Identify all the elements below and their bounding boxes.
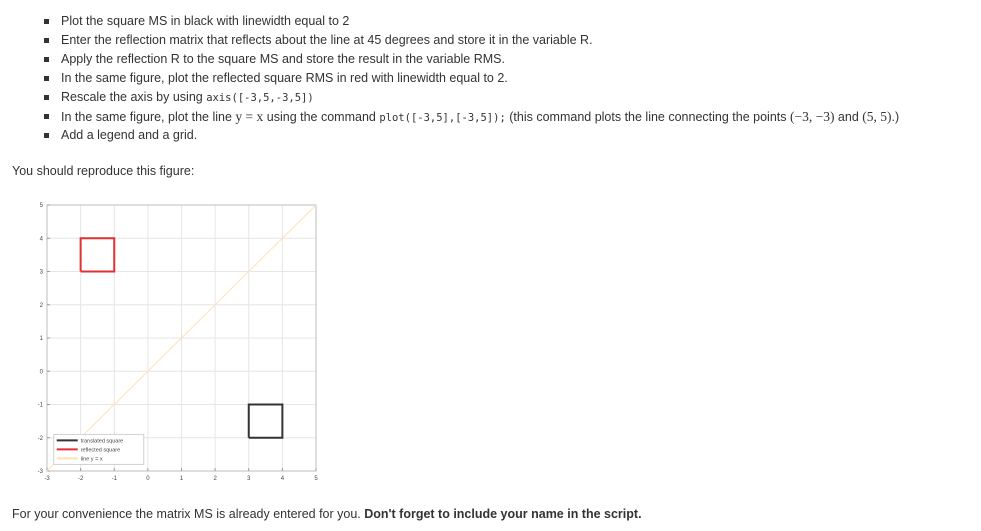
x-tick-label: 1 bbox=[179, 476, 184, 482]
y-tick-label: -3 bbox=[37, 469, 43, 475]
instruction-item bbox=[44, 88, 899, 107]
x-tick-label: -3 bbox=[44, 476, 50, 482]
instruction-math: (5, 5) bbox=[862, 109, 892, 124]
y-tick-label: -1 bbox=[37, 402, 43, 409]
footer-bold-text: Don't forget to include your name in the script. bbox=[364, 507, 642, 521]
footer-note bbox=[12, 507, 642, 521]
instruction-text: and bbox=[834, 110, 863, 124]
instruction-text: Add a legend and a grid. bbox=[61, 128, 198, 142]
intro-text: You should reproduce this figure: bbox=[12, 164, 195, 178]
instruction-text: Plot the square MS in black with linewidth equal to 2 bbox=[61, 14, 350, 28]
y-tick-label: 4 bbox=[39, 236, 43, 243]
instruction-text: In the same figure, plot the reflected square RMS in red with linewidth equal to 2. bbox=[61, 71, 508, 85]
bullet-icon bbox=[44, 133, 49, 138]
instruction-text: (this command plots the line connecting the points bbox=[505, 110, 790, 124]
bullet-icon bbox=[44, 57, 49, 62]
bullet-icon bbox=[44, 114, 49, 119]
legend-label: reflected square bbox=[80, 447, 121, 454]
instruction-item bbox=[44, 31, 899, 50]
instruction-item bbox=[44, 107, 899, 126]
y-tick-label: 2 bbox=[39, 302, 43, 309]
bullet-icon bbox=[44, 76, 49, 81]
legend-label: translated square bbox=[80, 438, 124, 445]
instruction-text: using the command bbox=[263, 110, 380, 124]
x-tick-label: 3 bbox=[247, 476, 251, 482]
instruction-math: (−3, −3) bbox=[789, 109, 835, 124]
y-tick-label: 5 bbox=[39, 203, 43, 209]
reflection-chart bbox=[0, 190, 330, 490]
x-tick-label: -1 bbox=[111, 476, 117, 482]
y-tick-label: -2 bbox=[37, 435, 43, 442]
instruction-item bbox=[44, 50, 899, 69]
instruction-text: Apply the reflection R to the square MS and store the result in the variable RMS. bbox=[61, 52, 505, 66]
instruction-item bbox=[44, 69, 899, 88]
instruction-list bbox=[44, 12, 899, 145]
x-tick-label: 5 bbox=[314, 476, 318, 482]
x-tick-label: 4 bbox=[280, 476, 285, 482]
footer-text: For your convenience the matrix MS is already entered for you. bbox=[12, 507, 365, 521]
x-tick-label: 0 bbox=[146, 476, 150, 482]
instruction-item bbox=[44, 126, 899, 145]
bullet-icon bbox=[44, 95, 49, 100]
instruction-code: axis([-3,5,-3,5]) bbox=[206, 92, 314, 104]
figure bbox=[0, 190, 330, 493]
instruction-text: In the same figure, plot the line bbox=[61, 110, 236, 124]
x-tick-label: -2 bbox=[77, 476, 84, 482]
instruction-text: Rescale the axis by using bbox=[61, 90, 207, 104]
instruction-text: Enter the reflection matrix that reflects about the line at 45 degrees and store it in the variable R. bbox=[61, 33, 593, 47]
bullet-icon bbox=[44, 19, 49, 24]
instruction-item bbox=[44, 12, 899, 31]
x-tick-label: 2 bbox=[213, 476, 217, 482]
y-tick-label: 0 bbox=[39, 369, 43, 376]
legend-label: line y = x bbox=[80, 456, 103, 463]
instruction-math: y = x bbox=[235, 109, 264, 124]
instruction-text: .) bbox=[891, 110, 900, 124]
instruction-code: plot([-3,5],[-3,5]); bbox=[379, 112, 506, 124]
y-tick-label: 1 bbox=[39, 336, 43, 342]
y-tick-label: 3 bbox=[39, 269, 43, 276]
bullet-icon bbox=[44, 38, 49, 43]
